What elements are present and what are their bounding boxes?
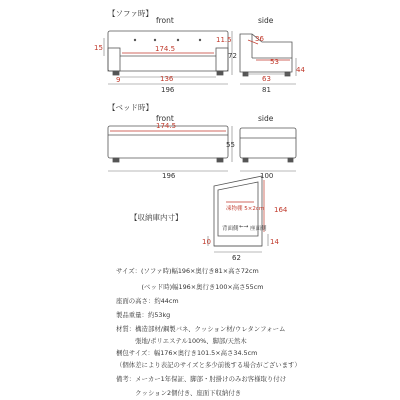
sofa-side-label: side [258, 16, 274, 25]
bed-side-body [240, 128, 296, 158]
sofa-arm-height: 11.5 [216, 36, 232, 44]
storage-back-label: 背面側 [222, 226, 239, 232]
storage-width: 62 [232, 254, 241, 262]
sofa-front-left-leg [113, 71, 119, 75]
bed-total-depth: 100 [260, 172, 274, 180]
sofa-side-depth: 63 [262, 75, 271, 83]
spec-line: 張地/ポリエステル100%、脚部/天然木 [116, 337, 247, 345]
sofa-total-height: 72 [228, 52, 237, 60]
sofa-side-angle: 36 [255, 35, 264, 43]
sofa-seat-height: 44 [296, 66, 305, 74]
sofa-front-right-arm [216, 48, 228, 71]
spec-line: クッション2個付き、座面下収納付き [116, 389, 242, 397]
bed-front-label: front [156, 114, 174, 123]
sofa-foot-offset: 9 [116, 76, 121, 84]
sofa-total-depth: 81 [262, 86, 271, 94]
storage-arrow: ←→ [239, 224, 249, 230]
sofa-mode-title: 【ソファ時】 [108, 9, 153, 18]
sofa-inner-width: 136 [160, 75, 174, 83]
spec-line: 材質：構造部材/鋼製バネ、クッション材/ウレタンフォーム [116, 325, 286, 333]
bed-total-height: 55 [226, 141, 235, 149]
bed-width: 174.5 [156, 122, 177, 130]
sofa-front-left-arm [108, 48, 120, 71]
spec-line: （個体差により表記のサイズと多少前後する場合がございます） [116, 361, 301, 369]
storage-opening: 凍物棚 5×2cm [226, 206, 265, 212]
sofa-front-right-leg [217, 71, 223, 75]
bed-total-width: 196 [162, 172, 176, 180]
spec-line: (ベッド時)幅196×奥行き100×高さ55cm [116, 283, 264, 291]
storage-title: 【収納庫内寸】 [130, 213, 183, 222]
storage-front-label: 座面側 [250, 226, 267, 232]
spec-line: 製品重量：約53kg [116, 311, 171, 319]
sofa-front-label: front [156, 16, 174, 25]
storage-left-height: 10 [202, 238, 211, 246]
sofa-total-width: 196 [161, 86, 175, 94]
bed-side-label: side [258, 114, 274, 123]
sofa-left-arm-height: 15 [94, 44, 103, 52]
bed-mode-title: 【ベッド時】 [108, 103, 153, 112]
spec-line: サイズ：(ソファ時)幅196×奥行き81×高さ72cm [116, 267, 259, 275]
sofa-seat-width: 174.5 [155, 45, 176, 53]
spec-line: 備考：メーカー1年保証、脚部・肘掛けのみお客様取り付け [116, 375, 287, 383]
storage-right-height: 14 [270, 238, 279, 246]
spec-line: 梱包サイズ：幅176×奥行き101.5×高さ34.5cm [116, 349, 258, 357]
storage-height: 164 [274, 206, 288, 214]
sofa-side-body [240, 34, 292, 72]
spec-line: 座面の高さ：約44cm [116, 297, 179, 305]
sofa-seat-depth: 53 [270, 58, 279, 66]
